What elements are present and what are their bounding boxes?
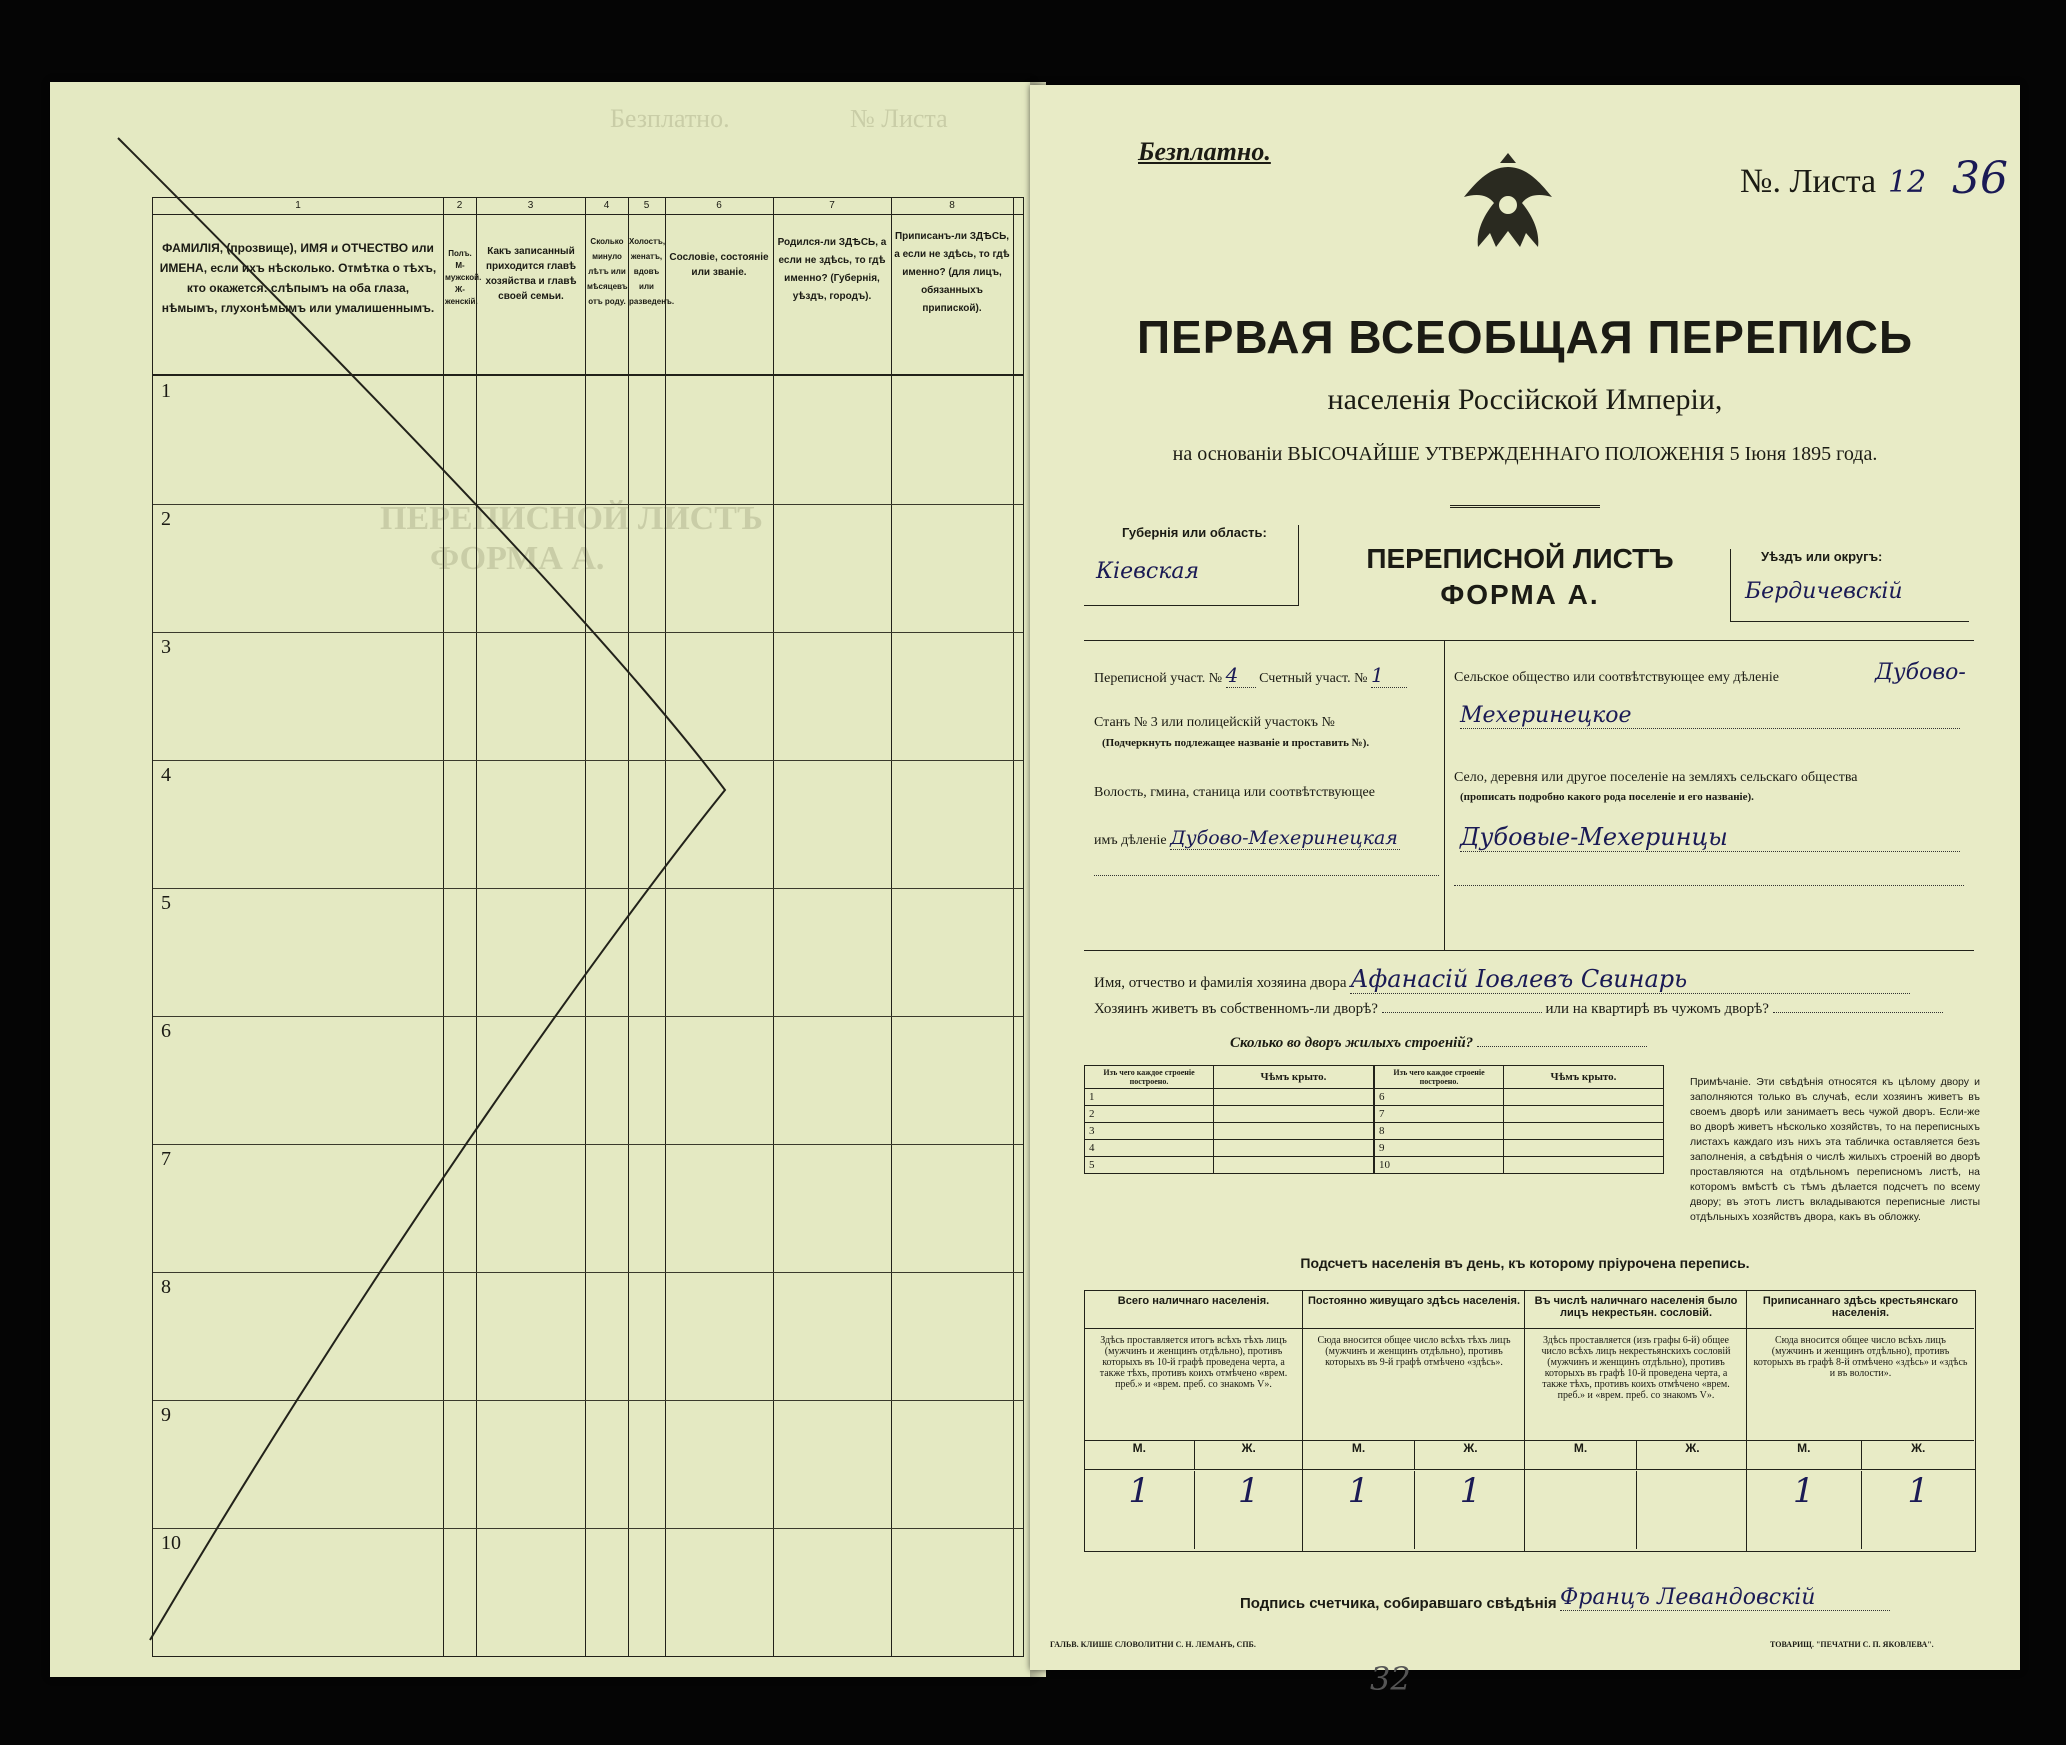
summary-count: 1 [1414, 1471, 1526, 1549]
signature-value: Францъ Левандовскій [1560, 1585, 1890, 1611]
table-row-number: 6 [161, 1020, 171, 1042]
summary-sex-label: Ж. [1414, 1441, 1526, 1470]
buildings-table-b [1374, 1065, 1664, 1174]
summary-sex-label: М. [1085, 1441, 1194, 1470]
summary-count [1636, 1471, 1748, 1549]
header-estate: Сословіе, состояніе или званіе. [669, 252, 769, 278]
page-subtitle: населенія Россійской Имперіи, [1327, 383, 1723, 416]
page-basis: на основаніи ВЫСОЧАЙШЕ УТВЕРЖДЕННАГО ПОЛОЖЕНІЯ 5 Іюня 1895 года. [1172, 443, 1878, 465]
summary-count [1525, 1471, 1636, 1549]
summary-count: 1 [1194, 1471, 1304, 1549]
header-registration: Приписанъ-ли ЗДѢСЬ, а если не здѣсь, то гдѣ именно? (для лицъ, обязанныхъ припиской). [894, 231, 1010, 314]
summary-sex-label: М. [1747, 1441, 1861, 1470]
col-number: 8 [949, 200, 955, 211]
census-district-value: 4 [1226, 663, 1256, 688]
summary-desc: Здѣсь проставляется (изъ графы 6-й) общее число всѣхъ лицъ некрестьянскихъ сословій (мужчинъ и женщинъ отдѣльно), противъ которыхъ въ графѣ 10-й проведена черта, а также тѣхъ, противъ коихъ отмѣчено «врем. преб.» и «врем. преб. со знакомъ V». [1525, 1329, 1747, 1441]
bld-row: 9 [1375, 1140, 1504, 1157]
summary-sex-label: М. [1525, 1441, 1636, 1470]
summary-table [1084, 1290, 1976, 1552]
table-row-number: 10 [161, 1532, 181, 1554]
col-number: 7 [829, 200, 835, 211]
header-relation: Какъ записанный приходится главѣ хозяйства и главѣ своей семьи. [485, 246, 577, 302]
col-number: 5 [643, 200, 650, 211]
summary-sex-label: Ж. [1194, 1441, 1304, 1470]
blank-line [1773, 1012, 1943, 1013]
table-row-number: 3 [161, 636, 171, 658]
form-title: ПЕРЕПИСНОЙ ЛИСТЪ [1366, 543, 1674, 574]
summary-desc: Сюда вносится общее число всѣхъ тѣхъ лицъ (мужчинъ и женщинъ отдѣльно), противъ которыхъ въ 9-й графѣ отмѣчено «здѣсь». [1303, 1329, 1525, 1441]
summary-count: 1 [1861, 1471, 1976, 1549]
summary-head: Въ числѣ наличнаго населенія было лицъ некрестьян. сословій. [1525, 1291, 1747, 1329]
owner-line [1094, 965, 1910, 994]
summary-column [1085, 1291, 1302, 1551]
blank-line [1382, 1012, 1542, 1013]
bld-row: 3 [1085, 1123, 1214, 1140]
table-row-number: 8 [161, 1276, 171, 1298]
bld-row: 1 [1085, 1089, 1214, 1106]
society-value: Дубово- [1875, 660, 1966, 685]
own-yard-label: Хозяинъ живетъ въ собственномъ-ли дворѣ? [1094, 1001, 1378, 1017]
village-value: Дубовые-Мехеринцы [1460, 823, 1960, 852]
col-number: 2 [456, 200, 463, 211]
sheet-label: №. Листа [1740, 163, 1877, 200]
summary-head: Всего наличнаго населенія. [1085, 1291, 1302, 1329]
uezd-box [1730, 549, 1969, 622]
header-marital: Холостъ, женатъ, вдовъ или разведенъ. [629, 237, 675, 306]
imperial-eagle-icon [1458, 145, 1558, 265]
page-title: ПЕРВАЯ ВСЕОБЩАЯ ПЕРЕПИСЬ [1136, 311, 1914, 363]
owner-value: Афанасій Іовлевъ Свинарь [1350, 965, 1910, 994]
note-text: Примѣчаніе. Эти свѣдѣнія относятся къ цѣлому двору и заполняются только въ случаѣ, если хозяинъ живетъ въ своемъ дворѣ или занимаетъ весь чужой дворъ. Если-же во дворѣ живетъ нѣсколько хозяйствъ, то на переписныхъ листахъ каждаго изъ нихъ эта табличка оставляется безъ заполненія, а свѣдѣнія о числѣ жилыхъ строеній во дворѣ проставляются на отдѣльномъ переписномъ листѣ, на которомъ вмѣстѣ съ тѣмъ дѣлается подсчетъ по всему двору; въ этотъ листъ вкладываются переписные листы отдѣльныхъ хозяйствъ двора, какъ въ обложку. [1690, 1076, 1980, 1223]
table-row-number: 1 [161, 380, 171, 402]
table-row-number: 4 [161, 764, 171, 786]
gubernia-value: Кіевская [1096, 559, 1200, 584]
buildings-label: Сколько во дворъ жилыхъ строеній? [1230, 1035, 1474, 1051]
summary-sex-label: Ж. [1861, 1441, 1976, 1470]
gubernia-label: Губернія или область: [1122, 525, 1267, 540]
volost-value: Дубово-Мехеринецкая [1170, 827, 1400, 850]
header-age: Сколько минуло лѣтъ или мѣсяцевъ отъ роду. [587, 237, 628, 306]
bleed-text: № Листа [850, 104, 948, 133]
table-row-number: 2 [161, 508, 171, 530]
header-birthplace: Родился-ли ЗДѢСЬ, а если не здѣсь, то гдѣ именно? (Губернія, уѣздъ, городъ). [777, 237, 887, 302]
sheet-number: 12 [1888, 165, 1927, 200]
free-label: Безплатно. [1138, 137, 1271, 166]
summary-column [1746, 1291, 1974, 1551]
section-divider [1444, 640, 1445, 950]
summary-title: Подсчетъ населенія въ день, къ которому пріурочена перепись. [1300, 1255, 1750, 1271]
summary-count: 1 [1792, 1471, 1815, 1511]
col-number: 6 [716, 200, 722, 211]
bld-row: 10 [1375, 1157, 1504, 1174]
stan-note: (Подчеркнуть подлежащее названіе и проставить №). [1102, 737, 1370, 749]
stan-label: Станъ № 3 или полицейскій участокъ № [1094, 715, 1335, 730]
bleed-text: ФОРМА А. [430, 540, 605, 577]
col-number: 3 [527, 200, 534, 211]
gubernia-box [1084, 525, 1299, 606]
summary-head: Постоянно живущаго здѣсь населенія. [1303, 1291, 1525, 1329]
blank-line [1454, 885, 1964, 886]
right-page [1030, 85, 2020, 1698]
summary-desc: Здѣсь проставляется итогъ всѣхъ тѣхъ лицъ (мужчинъ и женщинъ отдѣльно), противъ которыхъ въ 10-й графѣ проведена черта, а также тѣхъ, противъ коихъ отмѣчено «врем. преб.» и «врем. преб. со знакомъ V». [1085, 1329, 1302, 1441]
society-label: Сельское общество или соотвѣтствующее ему дѣленіе [1454, 670, 1779, 685]
archive-number: 36 [1952, 153, 2008, 204]
volost-line [1094, 827, 1400, 850]
bld-row: 7 [1375, 1106, 1504, 1123]
bld-row: 6 [1375, 1089, 1504, 1106]
table-row-number: 7 [161, 1148, 171, 1170]
blank-line [1477, 1046, 1647, 1047]
bld-row: 4 [1085, 1140, 1214, 1157]
printer-right: ТОВАРИЩ. "ПЕЧАТНИ С. П. ЯКОВЛЕВА". [1770, 1640, 1934, 1649]
summary-column [1524, 1291, 1747, 1551]
count-district-value: 1 [1371, 663, 1407, 688]
header-sex: Полъ. М-мужской. Ж-женскій. [445, 249, 482, 306]
volost-label: Волость, гмина, станица или соотвѣтствующее [1094, 785, 1375, 800]
district-line [1094, 663, 1407, 688]
society-value-2: Мехеринецкое [1460, 703, 1960, 729]
bleed-text: ПЕРЕПИСНОЙ ЛИСТЪ [380, 500, 763, 537]
page-number: 32 [1370, 1660, 1411, 1698]
buildings-table-a [1084, 1065, 1374, 1174]
bld-head: Изъ чего каждое строеніе построено. [1085, 1066, 1214, 1089]
village-label: Село, деревня или другое поселеніе на земляхъ сельскаго общества [1454, 770, 1858, 785]
bld-row: 5 [1085, 1157, 1214, 1174]
header-name: ФАМИЛІЯ, (прозвище), ИМЯ и ОТЧЕСТВО или ИМЕНА, если ихъ нѣсколько. Отмѣтка о тѣхъ, кто окажется: слѣпымъ на оба глаза, нѣмымъ, глухонѣмымъ или умалишеннымъ. [159, 241, 437, 315]
village-note: (прописать подробно какого рода поселеніе и его названіе). [1460, 791, 1754, 803]
census-district-label: Переписной участ. № [1094, 671, 1223, 686]
summary-head: Приписаннаго здѣсь крестьянскаго населенія. [1747, 1291, 1974, 1329]
summary-sex-label: Ж. [1636, 1441, 1748, 1470]
bleed-text: Безплатно. [610, 104, 730, 133]
bld-head: Изъ чего каждое строеніе построено. [1375, 1066, 1504, 1089]
uezd-value: Бердичевскій [1745, 579, 1903, 604]
col-number: 4 [603, 200, 610, 211]
buildings-line [1230, 1035, 1647, 1052]
table-row-number: 5 [161, 892, 171, 914]
yard-line [1094, 1001, 1943, 1018]
summary-count: 1 [1128, 1471, 1151, 1511]
bld-row: 8 [1375, 1123, 1504, 1140]
owner-label: Имя, отчество и фамилія хозяина двора [1094, 975, 1347, 991]
col-number: 1 [295, 200, 301, 211]
summary-sex-label: М. [1303, 1441, 1414, 1470]
section-rule [1084, 640, 1974, 641]
other-yard-label: или на квартирѣ въ чужомъ дворѣ? [1545, 1001, 1769, 1017]
blank-line [1094, 875, 1439, 876]
section-rule [1084, 950, 1974, 951]
printer-left: ГАЛЬВ. КЛИШЕ СЛОВОЛИТНИ С. Н. ЛЕМАНЪ, СПБ. [1050, 1640, 1256, 1649]
bld-head: Чѣмъ крыто. [1214, 1066, 1374, 1089]
summary-count: 1 [1347, 1471, 1370, 1511]
bld-head: Чѣмъ крыто. [1504, 1066, 1664, 1089]
form-subtitle: ФОРМА А. [1440, 579, 1600, 610]
ornament-rule [1450, 505, 1600, 508]
volost-label-2: имъ дѣленіе [1094, 833, 1167, 848]
bld-row: 2 [1085, 1106, 1214, 1123]
signature-label: Подпись счетчика, собиравшаго свѣдѣнія [1240, 1595, 1557, 1612]
uezd-label: Уѣздъ или округъ: [1761, 549, 1883, 564]
summary-desc: Сюда вносится общее число всѣхъ лицъ (мужчинъ и женщинъ отдѣльно), противъ которыхъ въ графѣ 8-й отмѣчено «здѣсь» и «здѣсь и въ волости». [1747, 1329, 1974, 1441]
table-row-number: 9 [161, 1404, 171, 1426]
summary-column [1302, 1291, 1525, 1551]
count-district-label: Счетный участ. № [1259, 671, 1368, 686]
